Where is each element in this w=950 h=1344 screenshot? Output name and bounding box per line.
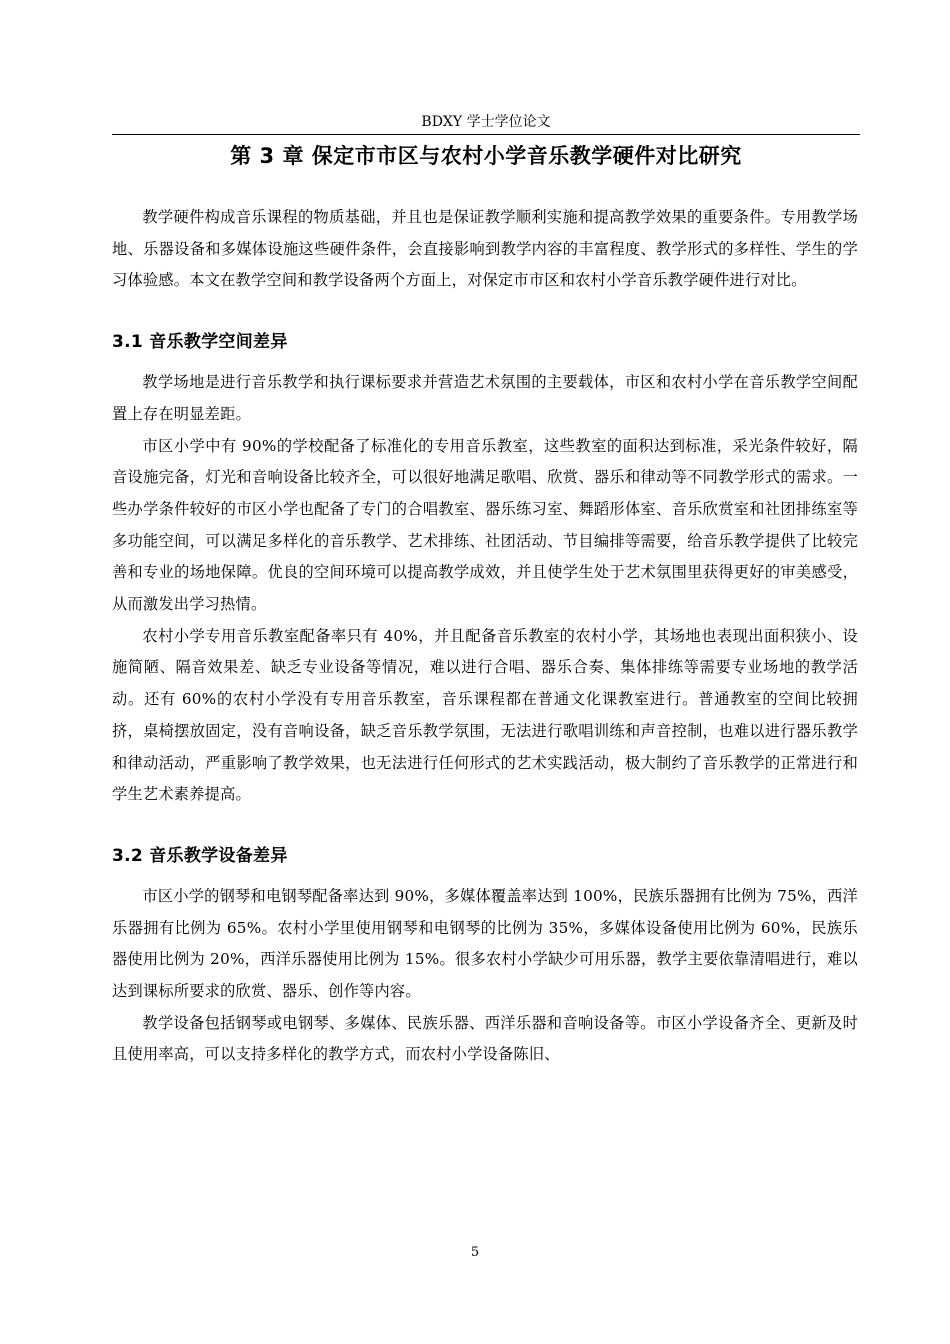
running-header: BDXY 学士学位论文 [421, 114, 551, 130]
paragraph: 农村小学专用音乐教室配备率只有 40%，并且配备音乐教室的农村小学，其场地也表现出面积狭小、设施简陋、隔音效果差、缺乏专业设备等情况，难以进行合唱、器乐合奏、集体排练等需要专业场地的教学活动。还有 60%的农村小学没有专用音乐教室，音乐课程都在普通文化课教室进行。普通教室的空间比较拥挤，桌椅摆放固定，没有音响设备，缺乏音乐教学氛围，无法进行歌唱训练和声音控制，也难以进行器乐教学和律动活动，严重影响了教学效果，也无法进行任何形式的艺术实践活动，极大制约了音乐教学的正常进行和学生艺术素养提高。 [112, 626, 858, 804]
header-rule [112, 134, 860, 135]
section-heading-3-2: 3.2 音乐教学设备差异 [112, 845, 288, 866]
page-number: 5 [470, 1245, 480, 1260]
chapter-intro-paragraph: 教学硬件构成音乐课程的物质基础，并且也是保证教学顺利实施和提高教学效果的重要条件。专用教学场地、乐器设备和多媒体设施这些硬件条件，会直接影响到教学内容的丰富程度、教学形式的多样性、学生的学习体验感。本文在教学空间和教学设备两个方面上，对保定市市区和农村小学音乐教学硬件进行对比。 [112, 208, 858, 290]
section-heading-3-1: 3.1 音乐教学空间差异 [112, 332, 288, 353]
paragraph: 市区小学的钢琴和电钢琴配备率达到 90%，多媒体覆盖率达到 100%，民族乐器拥有比例为 75%，西洋乐器拥有比例为 65%。农村小学里使用钢琴和电钢琴的比例为 35%，多媒体设备使用比例为 60%，民族乐器使用比例为 20%，西洋乐器使用比例为 15%。很多农村小学缺少可用乐器，教学主要依靠清唱进行，难以达到课标所要求的欣赏、器乐、创作等内容。 [112, 886, 858, 1001]
paragraph: 教学场地是进行音乐教学和执行课标要求并营造艺术氛围的主要载体，市区和农村小学在音乐教学空间配置上存在明显差距。 [112, 373, 858, 423]
paragraph: 市区小学中有 90%的学校配备了标准化的专用音乐教室，这些教室的面积达到标准，采光条件较好，隔音设施完备，灯光和音响设备比较齐全，可以很好地满足歌唱、欣赏、器乐和律动等不同教学形式的需求。一些办学条件较好的市区小学也配备了专门的合唱教室、器乐练习室、舞蹈形体室、音乐欣赏室和社团排练室等多功能空间，可以满足多样化的音乐教学、艺术排练、社团活动、节目编排等需要，给音乐教学提供了比较完善和专业的场地保障。优良的空间环境可以提高教学成效，并且使学生处于艺术氛围里获得更好的审美感受，从而激发出学习热情。 [112, 436, 858, 614]
body-content [112, 202, 858, 1071]
paragraph: 教学设备包括钢琴或电钢琴、多媒体、民族乐器、西洋乐器和音响设备等。市区小学设备齐全、更新及时且使用率高，可以支持多样化的教学方式，而农村小学设备陈旧、 [112, 1013, 858, 1064]
chapter-title: 第 3 章 保定市市区与农村小学音乐教学硬件对比研究 [230, 144, 742, 168]
